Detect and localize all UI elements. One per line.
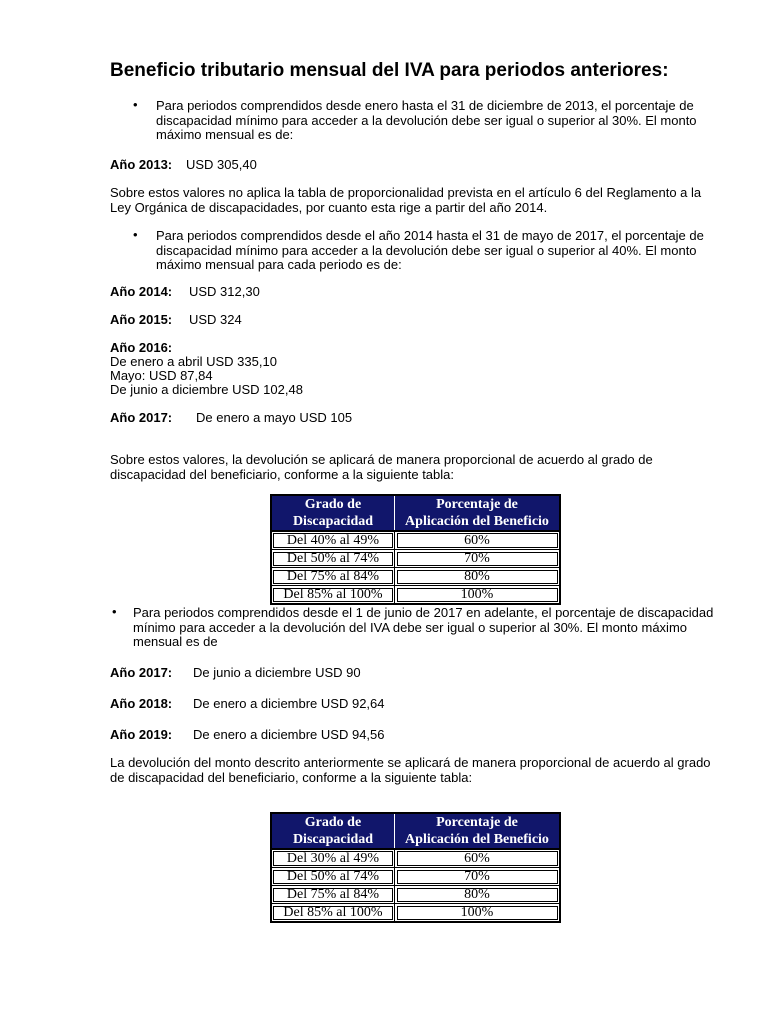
year-row-2018 <box>110 696 385 711</box>
table-header-row <box>271 813 560 849</box>
table-cell: Del 85% al 100% <box>271 586 395 605</box>
year-row-2017-b <box>110 665 361 680</box>
bullet-paragraph-2013: Para periodos comprendidos desde enero hasta el 31 de diciembre de 2013, el porcentaje de discapacidad mínimo para acceder a la devolución debe ser igual o superior al 30%. El monto máximo mensual es de: <box>156 98 697 142</box>
year-label: Año 2017: <box>110 410 173 425</box>
bullet-icon: • <box>133 227 138 242</box>
year-label: Año 2019: <box>110 727 173 742</box>
table-row <box>271 904 560 923</box>
year-row-2014 <box>110 284 260 299</box>
year-label: Año 2016: <box>110 340 173 355</box>
table-header-row <box>271 495 560 531</box>
table-row <box>271 849 560 868</box>
table-cell: 100% <box>395 586 561 605</box>
table-cell: Del 50% al 74% <box>271 868 395 886</box>
year-value: De junio a diciembre USD 90 <box>193 665 361 680</box>
table-cell: Del 85% al 100% <box>271 904 395 923</box>
year-label: Año 2015: <box>110 312 173 327</box>
bullet-icon: • <box>133 97 138 112</box>
bullet-icon: • <box>112 604 117 619</box>
table-header-cell: Porcentaje de Aplicación del Beneficio <box>395 813 561 849</box>
table-cell: Del 30% al 49% <box>271 849 395 868</box>
table-cell: Del 75% al 84% <box>271 568 395 586</box>
year-value: USD 312,30 <box>189 284 260 299</box>
table-cell: 70% <box>395 868 561 886</box>
benefit-table-2 <box>270 812 561 923</box>
note-paragraph-table-1: Sobre estos valores, la devolución se aplicará de manera proporcional de acuerdo al grado de discapacidad del beneficiario, conforme a la siguiente tabla: <box>110 452 653 482</box>
table-header-cell: Grado de Discapacidad <box>271 813 395 849</box>
bullet-paragraph-2017-onwards: Para periodos comprendidos desde el 1 de junio de 2017 en adelante, el porcentaje de discapacidad mínimo para acceder a la devolución del IVA debe ser igual o superior al 30%. El monto máximo mensual es de <box>133 605 714 649</box>
year-value: De enero a mayo USD 105 <box>196 410 353 425</box>
table-cell: 100% <box>395 904 561 923</box>
year-label: Año 2018: <box>110 696 173 711</box>
note-paragraph-table-2: La devolución del monto descrito anteriormente se aplicará de manera proporcional de acuerdo al grado de discapacidad del beneficiario, conforme a la siguiente tabla: <box>110 755 711 785</box>
benefit-table-1 <box>270 494 561 605</box>
year-label: Año 2017: <box>110 665 173 680</box>
table-cell: Del 40% al 49% <box>271 531 395 550</box>
year-value: USD 324 <box>189 312 242 327</box>
year-2016-line: De enero a abril USD 335,10 <box>110 354 277 369</box>
year-row-2019 <box>110 727 385 742</box>
note-paragraph-2013: Sobre estos valores no aplica la tabla de proporcionalidad prevista en el artículo 6 del Reglamento a la Ley Orgánica de discapacidades, por cuanto esta rige a partir del año 2014. <box>110 185 702 215</box>
year-2016-line: Mayo: USD 87,84 <box>110 368 213 383</box>
table-row <box>271 568 560 586</box>
table-cell: 70% <box>395 550 561 568</box>
year-row-2015 <box>110 312 242 327</box>
table-row <box>271 531 560 550</box>
table-cell: Del 75% al 84% <box>271 886 395 904</box>
table-row <box>271 868 560 886</box>
bullet-paragraph-2014-2017: Para periodos comprendidos desde el año 2014 hasta el 31 de mayo de 2017, el porcentaje de discapacidad mínimo para acceder a la devolución debe ser igual o superior al 40%. El monto máximo mensual para cada periodo es de: <box>156 228 704 272</box>
table-header-cell: Grado de Discapacidad <box>271 495 395 531</box>
table-row <box>271 550 560 568</box>
table-cell: 80% <box>395 568 561 586</box>
year-label: Año 2013: <box>110 157 173 172</box>
year-value: De enero a diciembre USD 92,64 <box>193 696 385 711</box>
table-cell: 80% <box>395 886 561 904</box>
year-row-2017-a <box>110 410 353 425</box>
table-cell: Del 50% al 74% <box>271 550 395 568</box>
year-2016-line: De junio a diciembre USD 102,48 <box>110 382 303 397</box>
year-value: De enero a diciembre USD 94,56 <box>193 727 385 742</box>
page-title: Beneficio tributario mensual del IVA para periodos anteriores: <box>110 60 669 81</box>
table-header-cell: Porcentaje de Aplicación del Beneficio <box>395 495 561 531</box>
year-row-2013 <box>110 157 257 172</box>
year-value: USD 305,40 <box>186 157 257 172</box>
table-cell: 60% <box>395 531 561 550</box>
year-block-2016 <box>110 341 303 397</box>
year-label: Año 2014: <box>110 284 173 299</box>
table-row <box>271 886 560 904</box>
table-row <box>271 586 560 605</box>
table-cell: 60% <box>395 849 561 868</box>
